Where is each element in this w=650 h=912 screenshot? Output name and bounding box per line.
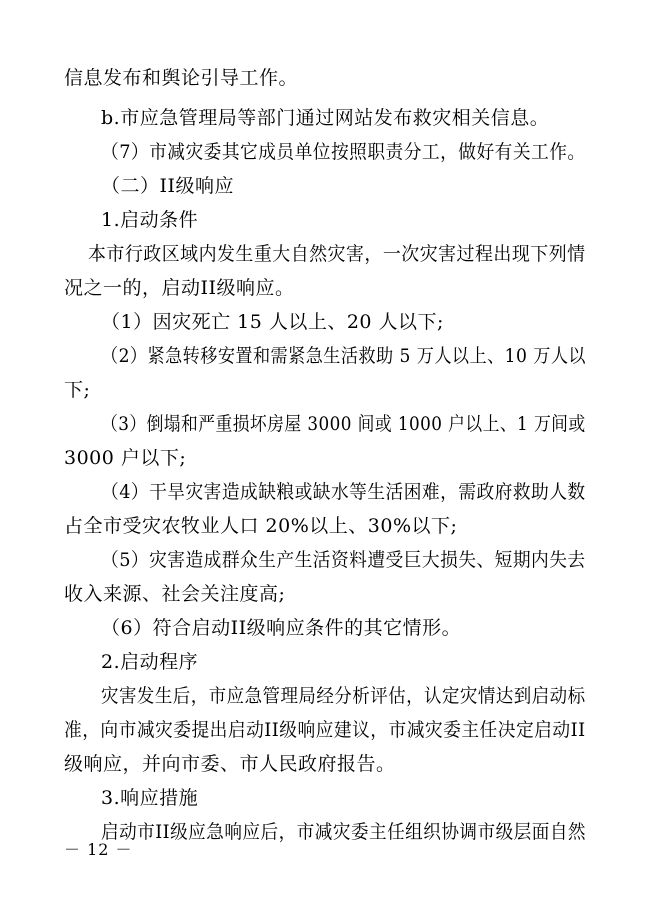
text-line-14: 占全市受灾农牧业人口 20%以上、30%以下; bbox=[64, 515, 458, 537]
text-line-11: （3）倒塌和严重损坏房屋 3000 间或 1000 户以上、1 万间或 bbox=[101, 413, 586, 435]
text-line-8: （1）因灾死亡 15 人以上、20 人以下; bbox=[101, 311, 444, 333]
text-line-6: 本市行政区域内发生重大自然灾害，一次灾害过程出现下列情 bbox=[88, 243, 586, 265]
text-line-9: （2）紧急转移安置和需紧急生活救助 5 万人以上、10 万人以 bbox=[101, 345, 586, 367]
text-line-16: 收入来源、社会关注度高; bbox=[64, 583, 286, 605]
text-line-13: （4）干旱灾害造成缺粮或缺水等生活困难，需政府救助人数 bbox=[101, 481, 586, 503]
text-line-1: 信息发布和舆论引导工作。 bbox=[64, 67, 299, 89]
text-line-2: b.市应急管理局等部门通过网站发布救灾相关信息。 bbox=[101, 107, 550, 129]
page-number: － 12 － bbox=[64, 840, 133, 859]
text-line-23: 启动市II级应急响应后，市减灾委主任组织协调市级层面自然 bbox=[101, 821, 586, 843]
text-line-7: 况之一的，启动II级响应。 bbox=[64, 277, 295, 299]
subheading-start-procedure: 2.启动程序 bbox=[101, 651, 199, 673]
text-line-20: 准，向市减灾委提出启动II级响应建议，市减灾委主任决定启动II bbox=[64, 719, 586, 741]
subheading-start-conditions: 1.启动条件 bbox=[101, 209, 199, 231]
text-line-15: （5）灾害造成群众生产生活资料遭受巨大损失、短期内失去 bbox=[101, 549, 586, 571]
text-line-3: （7）市减灾委其它成员单位按照职责分工，做好有关工作。 bbox=[101, 141, 586, 163]
text-line-12: 3000 户以下; bbox=[64, 447, 187, 469]
text-line-17: （6）符合启动II级响应条件的其它情形。 bbox=[101, 617, 462, 639]
text-line-10: 下; bbox=[64, 379, 91, 401]
subheading-response-measures: 3.响应措施 bbox=[101, 787, 199, 809]
section-heading-level-2: （二）II级响应 bbox=[101, 175, 235, 197]
text-line-21: 级响应，并向市委、市人民政府报告。 bbox=[64, 753, 396, 775]
text-line-19: 灾害发生后，市应急管理局经分析评估，认定灾情达到启动标 bbox=[101, 685, 586, 707]
